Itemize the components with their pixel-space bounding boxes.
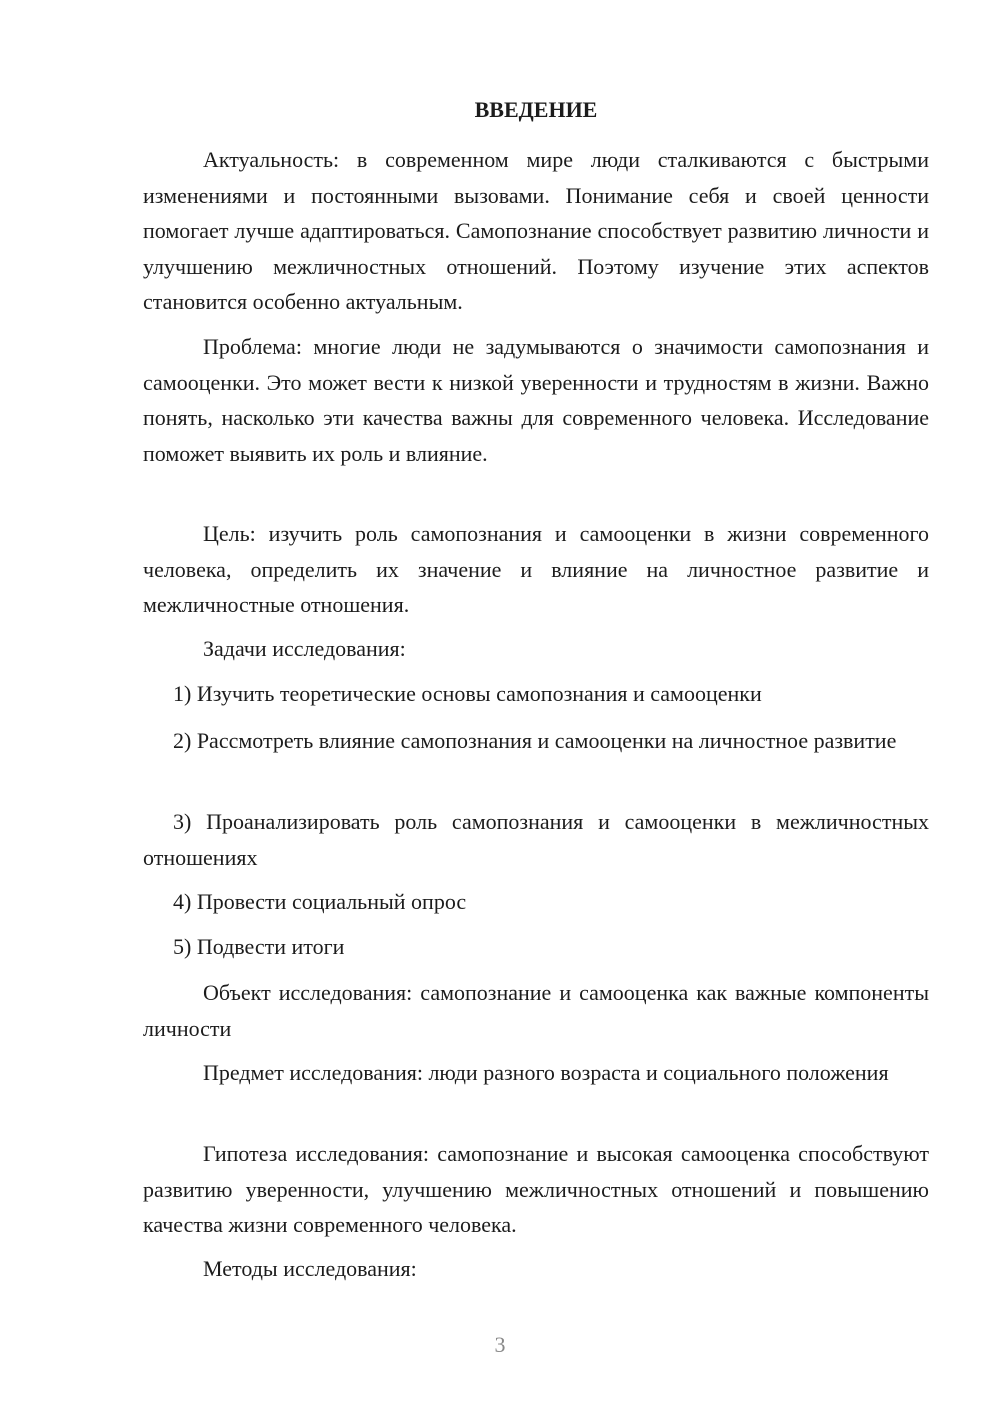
paragraph-tasks-heading: Задачи исследования: [203, 636, 406, 661]
page-number: 3 [494, 1332, 506, 1357]
paragraph-methods-heading: Методы исследования: [203, 1256, 417, 1281]
paragraph-goal: Цель: изучить роль самопознания и самооценки в жизни современного человека, определить их значение и влияние на личностное развитие и межличностные отношения. [143, 521, 929, 617]
paragraph-subject: Предмет исследования: люди разного возраста и социального положения [203, 1060, 889, 1085]
section-title: ВВЕДЕНИЕ [474, 97, 598, 122]
list-item-task-3: 3) Проанализировать роль самопознания и самооценки в межличностных отношениях [143, 809, 929, 870]
paragraph-object: Объект исследования: самопознание и самооценка как важные компоненты личности [143, 980, 929, 1041]
list-item-task-1: 1) Изучить теоретические основы самопознания и самооценки [173, 681, 762, 706]
list-item-task-2: 2) Рассмотреть влияние самопознания и самооценки на личностное развитие [173, 728, 897, 753]
paragraph-problem: Проблема: многие люди не задумываются о значимости самопознания и самооценки. Это может вести к низкой уверенности и трудностям в жизни. Важно понять, насколько эти качества важны для современного человека. Исследование поможет выявить их роль и влияние. [143, 334, 929, 466]
paragraph-relevance: Актуальность: в современном мире люди сталкиваются с быстрыми изменениями и постоянными вызовами. Понимание себя и своей ценности помогает лучше адаптироваться. Самопознание способствует развитию личности и улучшению межличностных отношений. Поэтому изучение этих аспектов становится особенно актуальным. [143, 147, 929, 314]
list-item-task-4: 4) Провести социальный опрос [173, 889, 467, 914]
list-item-task-5: 5) Подвести итоги [173, 934, 345, 959]
paragraph-hypothesis: Гипотеза исследования: самопознание и высокая самооценка способствуют развитию уверенности, улучшению межличностных отношений и повышению качества жизни современного человека. [143, 1141, 929, 1237]
